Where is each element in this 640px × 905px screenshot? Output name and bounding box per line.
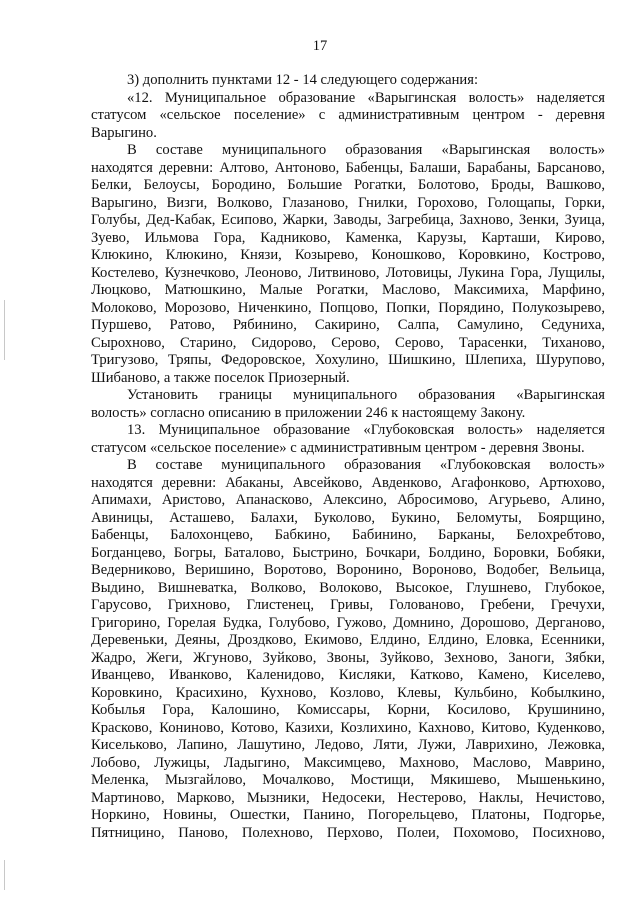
text-line: статусом «сельское поселение» с административным центром - деревня Звоны. xyxy=(91,439,585,456)
text-line: В составе муниципального образования «Глубоковская волость» xyxy=(127,457,605,473)
text-line: Апимахи, Аристово, Апанасково, Алексино, Абросимово, Агурьево, Алино, xyxy=(91,492,605,508)
text-line: Авиницы, Асташево, Балахи, Буколово, Букино, Беломуты, Боярщино, xyxy=(91,509,605,526)
text-line: статусом «сельское поселение» с административным центром - деревня xyxy=(91,107,605,123)
text-line: Кисельково, Лапино, Лашутино, Ледово, Ляти, Лужи, Лаврихино, Лежовка, xyxy=(91,737,605,753)
scan-edge-mark xyxy=(4,860,5,890)
text-line: Белки, Белоусы, Бородино, Большие Рогатки, Болотово, Броды, Вашково, xyxy=(91,177,605,193)
text-line: Молоково, Морозово, Ниченкино, Попцово, Попки, Порядино, Полукозырево, xyxy=(91,299,605,316)
text-line: Бабенцы, Балохонцево, Бабкино, Бабинино, Барканы, Белохребтово, xyxy=(91,527,605,543)
text-line: Сырохново, Старино, Сидорово, Серово, Серово, Тарасенки, Тиханово, xyxy=(91,334,605,351)
text-line: Лобово, Лужицы, Ладыгино, Максимцево, Махново, Маслово, Маврино, xyxy=(91,754,605,771)
text-line: Деревеньки, Деяны, Дроздково, Екимово, Елдино, Елдино, Еловка, Есенники, xyxy=(91,632,605,648)
text-line: Установить границы муниципального образования «Варыгинская xyxy=(127,387,605,403)
text-line: находятся деревни: Алтово, Антоново, Бабенцы, Балаши, Барабаны, Барсаново, xyxy=(91,159,605,176)
text-line: Костелево, Кузнечково, Леоново, Литвиново, Лотовицы, Лукина Гора, Лущилы, xyxy=(91,264,605,281)
text-line: Клюкино, Клюкино, Князи, Козырево, Коношково, Коровкино, Кострово, xyxy=(91,247,605,263)
text-line: Пуршево, Ратово, Рябинино, Сакирино, Салпа, Самулино, Седуниха, xyxy=(91,317,605,333)
text-line: В составе муниципального образования «Варыгинская волость» xyxy=(127,142,605,158)
text-line: Гарусово, Грихново, Глистенец, Гривы, Голованово, Гребени, Гречухи, xyxy=(91,597,605,613)
text-line: Иванцево, Иванково, Каленидово, Кисляки, Катково, Камено, Киселево, xyxy=(91,667,605,683)
text-line: Красково, Кониново, Котово, Казихи, Козлихино, Кахново, Китово, Куденково, xyxy=(91,719,605,736)
text-line: Варыгино. xyxy=(91,124,157,141)
text-line: 3) дополнить пунктами 12 - 14 следующего содержания: xyxy=(127,72,479,88)
text-line: Меленка, Мызгайлово, Мочалково, Мостищи, Мякишево, Мышенькино, xyxy=(91,772,605,788)
text-line: Григорино, Горелая Будка, Голубово, Гужово, Домнино, Дорошово, Дерганово, xyxy=(91,614,605,631)
text-line: Варыгино, Визги, Волково, Глазаново, Гнилки, Горохово, Голощапы, Горки, xyxy=(91,194,605,211)
scan-edge-mark xyxy=(4,300,5,360)
document-body xyxy=(91,72,605,842)
text-line: Жадро, Жеги, Жгуново, Зуйково, Звоны, Зуйково, Зехново, Заноги, Зябки, xyxy=(91,649,605,666)
text-line: Голубы, Дед-Кабак, Есипово, Жарки, Заводы, Загребица, Захново, Зенки, Зуица, xyxy=(91,212,605,228)
text-line: Ведерниково, Веришино, Воротово, Воронино, Вороново, Водобег, Вельица, xyxy=(91,562,605,578)
text-line: Зуево, Ильмова Гора, Кадниково, Каменка, Карузы, Карташи, Кирово, xyxy=(91,229,605,246)
text-line: Шибаново, а также поселок Приозерный. xyxy=(91,369,350,386)
text-line: «12. Муниципальное образование «Варыгинская волость» наделяется xyxy=(127,89,605,106)
text-line: Люцково, Матюшкино, Малые Рогатки, Маслово, Максимиха, Марфино, xyxy=(91,282,605,298)
text-line: Выдино, Вишневатка, Волково, Волоково, Высокое, Глушнево, Глубокое, xyxy=(91,579,605,596)
text-line: Норкино, Новины, Ошестки, Панино, Погорельцево, Платоны, Подгорье, xyxy=(91,807,605,823)
text-line: волость» согласно описанию в приложении 246 к настоящему Закону. xyxy=(91,404,526,421)
text-line: Пятницино, Паново, Полехново, Перхово, Полеи, Похомово, Посихново, xyxy=(91,824,605,841)
page-number: 17 xyxy=(312,38,328,54)
text-line: 13. Муниципальное образование «Глубоковская волость» наделяется xyxy=(127,422,605,438)
text-line: Мартиново, Марково, Мызники, Недосеки, Нестерово, Наклы, Нечистово, xyxy=(91,789,605,806)
text-line: Богданцево, Богры, Баталово, Быстрино, Бочкари, Болдино, Боровки, Бобяки, xyxy=(91,544,605,561)
text-line: находятся деревни: Абаканы, Авсейково, Авденково, Агафонково, Артюхово, xyxy=(91,474,605,491)
text-line: Тригузово, Тряпы, Федоровское, Хохулино, Шишкино, Шлепиха, Шурупово, xyxy=(91,352,605,368)
text-line: Коровкино, Красихино, Кухново, Козлово, Клевы, Кульбино, Кобылкино, xyxy=(91,684,605,701)
text-line: Кобылья Гора, Калошино, Комиссары, Корни, Косилово, Крушинино, xyxy=(91,702,605,718)
